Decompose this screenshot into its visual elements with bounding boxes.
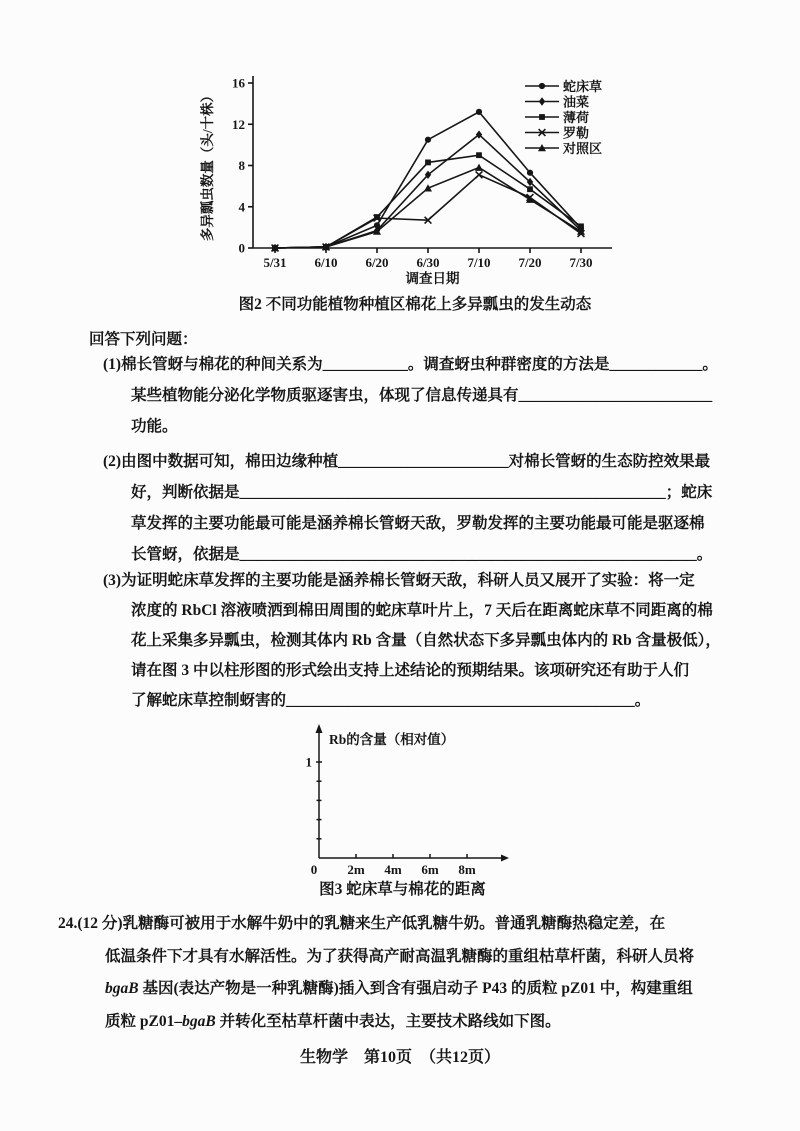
y-tick-label: 4	[238, 199, 245, 215]
text-line: 浓度的 RbCl 溶液喷洒到棉田周围的蛇床草叶片上，7 天后在距离蛇床草不同距离的棉	[131, 602, 713, 619]
figure2-svg	[195, 62, 635, 294]
text-line: (2)由图中数据可知，棉田边缘种植______________________对棉长管蚜的生态防控效果最	[103, 453, 711, 470]
legend-label: 罗勒	[563, 125, 590, 141]
x-tick-label: 6/30	[416, 255, 440, 270]
text-line: 24.(12 分)乳糖酶可被用于水解牛奶中的乳糖来生产低乳糖牛奶。普通乳糖酶热稳定差，在	[58, 915, 666, 932]
figure3-caption: 图3 蛇床草与棉花的距离	[319, 881, 486, 898]
page-footer: 生物学 第10页 （共12页）	[299, 1049, 500, 1066]
legend-item	[525, 79, 602, 94]
fig2-x-axis-label: 调查日期	[405, 271, 460, 286]
legend-label: 薄荷	[563, 109, 590, 125]
text-line: 花上采集多异瓢虫，检测其体内 Rb 含量（自然状态下多异瓢虫体内的 Rb 含量极低），	[131, 632, 721, 649]
legend-item	[525, 141, 602, 156]
text-line: 草发挥的主要功能最可能是涵养棉长管蚜天敌，罗勒发挥的主要功能最可能是驱逐棉	[131, 515, 705, 532]
fig3-x-tick-label: 4m	[384, 862, 402, 877]
x-tick-label: 7/20	[518, 255, 542, 270]
figure3-svg	[285, 722, 520, 877]
fig3-x-tick-label: 8m	[458, 862, 476, 877]
y-tick-label: 16	[232, 75, 245, 91]
text-line: 了解蛇床草控制蚜害的_____________________________________________。	[131, 692, 651, 709]
y-tick-label: 12	[232, 116, 245, 132]
legend-label: 油菜	[563, 94, 590, 110]
y-tick-label: 8	[238, 158, 245, 173]
series-x	[272, 171, 585, 251]
text-line: 功能。	[131, 418, 178, 435]
text-line: 好，判断依据是_______________________________________________________；蛇床	[131, 484, 713, 501]
x-tick-label: 6/20	[365, 255, 389, 270]
question-1	[103, 349, 718, 442]
text-line: 质粒 pZ01–bgaB 并转化至枯草杆菌中表达，主要技术路线如下图。	[105, 1012, 561, 1030]
question-24	[58, 908, 694, 1038]
text-line: bgaB 基因(表达产物是一种乳糖酶)插入到含有强启动子 P43 的质粒 pZ01 中，构建重组	[105, 980, 693, 997]
text-line: (3)为证明蛇床草发挥的主要功能是涵养棉长管蚜天敌，科研人员又展开了实验：将一定	[103, 572, 695, 589]
figure2-caption: 图2 不同功能植物种植区棉花上多异瓢虫的发生动态	[238, 296, 592, 313]
text-line: 长管蚜，依据是___________________________________________________________。	[131, 546, 713, 563]
x-tick-label: 7/30	[569, 255, 593, 270]
fig3-x-tick-label: 2m	[347, 862, 365, 877]
series-circle	[272, 109, 584, 251]
question-3	[103, 566, 721, 716]
text-line: 请在图 3 中以柱形图的形式绘出支持上述结论的预期结果。该项研究还有助于人们	[131, 662, 690, 679]
legend-item	[525, 94, 589, 109]
x-tick-label: 7/10	[467, 255, 491, 270]
x-tick-label: 6/10	[314, 255, 338, 270]
figure-3	[285, 722, 520, 877]
answer-intro: 回答下列问题：	[89, 331, 198, 348]
text-line: 低温条件下才具有水解活性。为了获得高产耐高温乳糖酶的重组枯草杆菌，科研人员将	[105, 947, 695, 965]
legend-item	[525, 125, 589, 140]
question-2	[103, 446, 712, 570]
legend-label: 蛇床草	[563, 78, 603, 94]
text-line: 某些植物能分泌化学物质驱逐害虫，体现了信息传递具有_________________________	[131, 387, 713, 404]
fig2-y-axis-label: 多异瓢虫数量（头/十株）	[200, 88, 215, 242]
y-tick-label: 0	[238, 240, 245, 256]
fig3-x-tick-label: 0	[310, 862, 318, 877]
text-line: (1)棉长管蚜与棉花的种间关系为___________。调查蚜虫种群密度的方法是____________。	[103, 356, 718, 373]
fig3-y-tick-label: 1	[305, 754, 312, 770]
legend-label: 对照区	[563, 140, 603, 156]
fig3-x-tick-label: 6m	[421, 862, 439, 877]
figure-2	[195, 62, 635, 294]
legend-item	[525, 110, 589, 125]
x-tick-label: 5/31	[263, 255, 287, 270]
fig3-y-axis-label: Rb的含量（相对值）	[329, 732, 455, 747]
